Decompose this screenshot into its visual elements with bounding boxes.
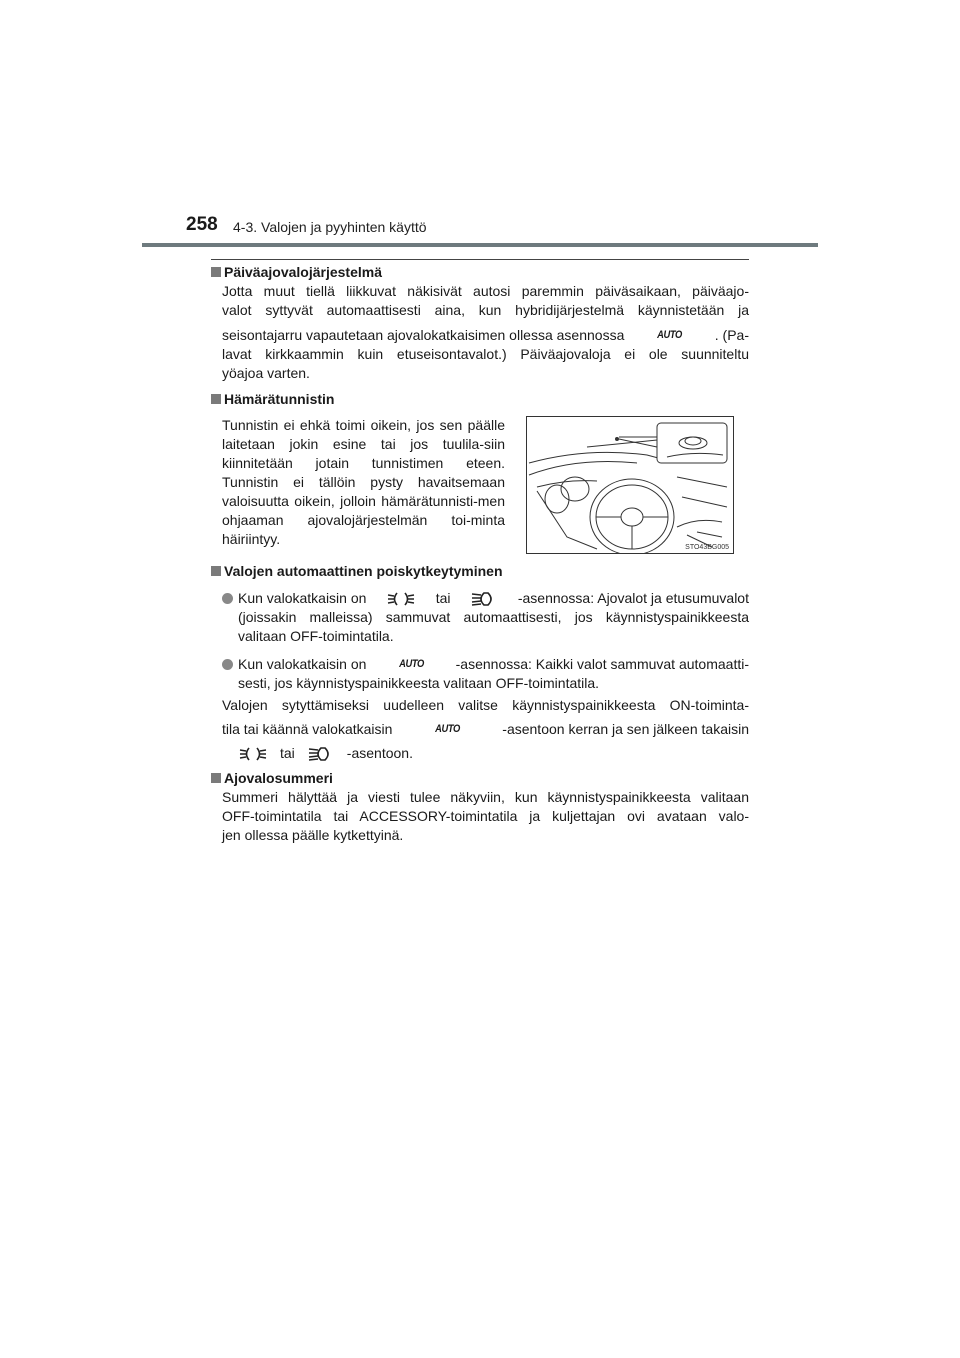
sensor-point-icon <box>615 437 619 441</box>
chapter-title: 4-3. Valojen ja pyyhinten käyttö <box>233 219 427 235</box>
square-bullet-icon <box>211 566 221 576</box>
parking-light-icon <box>238 745 268 763</box>
square-bullet-icon <box>211 267 221 277</box>
sensor-location-illustration <box>526 416 734 554</box>
section-heading-sensor: Hämärätunnistin <box>211 390 749 409</box>
section-heading-auto-off: Valojen automaattinen poiskytkeytyminen <box>211 562 749 581</box>
figure-code: STO43BG005 <box>685 544 729 551</box>
section-heading-daytime: Päiväajovalojärjestelmä <box>211 263 749 282</box>
auto-icon: AUTO <box>398 658 424 670</box>
square-bullet-icon <box>211 394 221 404</box>
auto-off-bullet-2: Kun valokatkaisin on AUTO -asennossa: Kaikki valot sammuvat automaatti- sesti, jos käynnistyspainikkeesta valitaan OFF-toimintatila. <box>238 655 749 693</box>
auto-icon: AUTO <box>657 329 682 341</box>
parking-light-icon <box>386 590 416 608</box>
headlight-icon <box>470 590 498 608</box>
headlight-icon <box>307 745 335 763</box>
section-heading-buzzer: Ajovalosummeri <box>211 769 749 788</box>
buzzer-paragraph: Summeri hälyttää ja viesti tulee näkyviin, kun käynnistyspainikkeesta valitaan OFF-toimintatila tai ACCESSORY-toimintatila ja kuljettajan ovi avataan valo- jen ollessa päälle kytkettyinä. <box>222 789 749 843</box>
page-number: 258 <box>186 214 218 235</box>
auto-off-bullet-1: Kun valokatkaisin on tai -asennossa: Ajovalot ja etusumuvalot (joissakin malleissa) sammuvat automaattisesti, jos käynnistyspainikkeesta valitaan OFF-toimintatila. <box>238 589 749 646</box>
header-rule <box>142 243 818 247</box>
sensor-paragraph: Tunnistin ei ehkä toimi oikein, jos sen päälle laitetaan jokin esine tai jos tuulila-siin kiinnitetään jotain tunnistimen eteen. Tunnistin ei tällöin pysty havaitsemaan valoisuutta oikein, jolloin hämärätunnisti-men ohjaaman ajovalojärjestelmän toi-minta häiriintyy. <box>222 417 505 547</box>
auto-off-note: Valojen sytyttämiseksi uudelleen valitse käynnistyspainikkeesta ON-toiminta- tila tai käännä valokatkaisin AUTO -asentoon kerran ja sen jälkeen takaisin tai -asentoon. <box>222 697 749 761</box>
round-bullet-icon <box>222 593 233 604</box>
daytime-paragraph: Jotta muut tiellä liikkuvat näkisivät autosi paremmin päiväsaikaan, päiväajo- valot syttyvät automaattisesti aina, kun hybridijärjestelmä käynnistetään ja seisontajarru vapautetaan ajovalokatkaisimen ollessa asennossa AUTO . (Pa- lavat kirkkaammin kuin etuseisontavalot.) Päiväajovaloja ei ole suunniteltu yöajoa varten. <box>222 283 749 381</box>
dashboard-drawing <box>527 417 733 553</box>
section-rule <box>211 259 749 260</box>
round-bullet-icon <box>222 659 233 670</box>
square-bullet-icon <box>211 773 221 783</box>
auto-icon: AUTO <box>435 723 460 735</box>
